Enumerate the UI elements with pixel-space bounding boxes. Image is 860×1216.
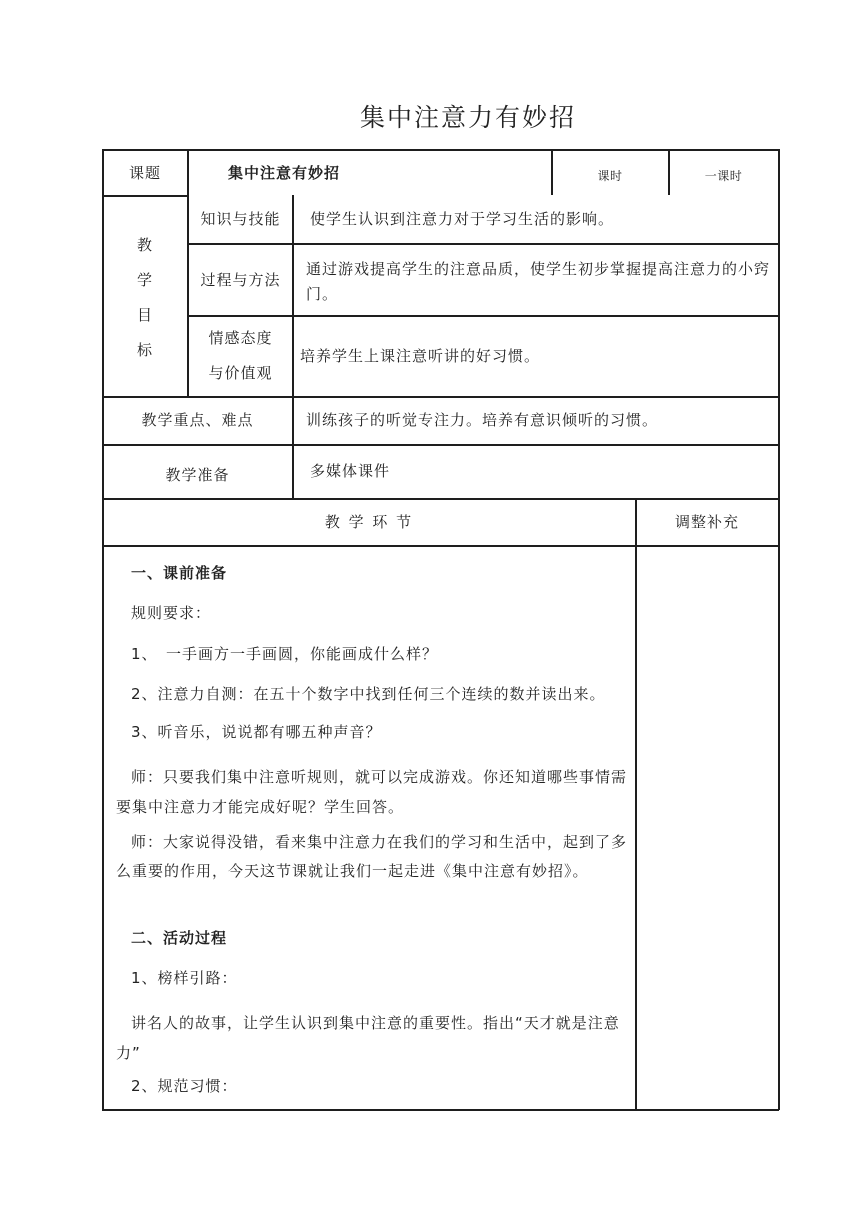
preparation-label: 教学准备 <box>165 466 230 484</box>
key-points-label: 教学重点、难点 <box>141 411 254 429</box>
objectives-label-char: 教 <box>136 236 153 254</box>
process-header-main: 教 学 环 节 <box>324 513 414 531</box>
objectives-label-char: 学 <box>136 271 153 289</box>
rules-text: 规则要求： <box>131 604 212 622</box>
period-label: 课时 <box>597 169 623 183</box>
section1-heading: 一、课前准备 <box>131 564 228 582</box>
process-method-label: 过程与方法 <box>200 271 281 289</box>
attitude-label-line1: 情感态度 <box>208 329 273 347</box>
knowledge-label: 知识与技能 <box>200 210 281 228</box>
section2-heading: 二、活动过程 <box>131 929 228 947</box>
subject-value: 集中注意有妙招 <box>228 164 341 182</box>
list-item-4: 1、榜样引路： <box>131 969 238 987</box>
preparation-content: 多媒体课件 <box>310 462 391 480</box>
knowledge-content: 使学生认识到注意力对于学习生活的影响。 <box>310 210 615 228</box>
objectives-label-char: 标 <box>136 341 153 359</box>
paragraph-3: 讲名人的故事，让学生认识到集中注意的重要性。指出“天才就是注意力” <box>116 1014 620 1062</box>
list-item-5: 2、规范习惯： <box>131 1077 238 1095</box>
subject-label: 课题 <box>128 164 161 182</box>
process-header-side: 调整补充 <box>674 513 739 531</box>
list-item-1: 1、 一手画方一手画圆，你能画成什么样？ <box>131 645 439 663</box>
period-value: 一课时 <box>704 169 743 183</box>
objectives-label-char: 目 <box>136 306 153 324</box>
list-item-3: 3、听音乐，说说都有哪五种声音？ <box>131 723 382 741</box>
attitude-content: 培养学生上课注意听讲的好习惯。 <box>300 347 541 365</box>
list-item-2: 2、注意力自测：在五十个数字中找到任何三个连续的数并读出来。 <box>131 685 606 703</box>
paragraph-1: 师：只要我们集中注意听规则，就可以完成游戏。你还知道哪些事情需要集中注意力才能完成好呢？学生回答。 <box>116 768 628 816</box>
process-method-content: 通过游戏提高学生的注意品质，使学生初步掌握提高注意力的小窍门。 <box>306 260 771 303</box>
key-points-content: 训练孩子的听觉专注力。培养有意识倾听的习惯。 <box>306 411 659 429</box>
document-title: 集中注意力有妙招 <box>359 103 576 132</box>
paragraph-2: 师：大家说得没错，看来集中注意力在我们的学习和生活中，起到了多么重要的作用，今天这节课就让我们一起走进《集中注意有妙招》。 <box>116 833 628 880</box>
attitude-label-line2: 与价值观 <box>208 364 273 382</box>
